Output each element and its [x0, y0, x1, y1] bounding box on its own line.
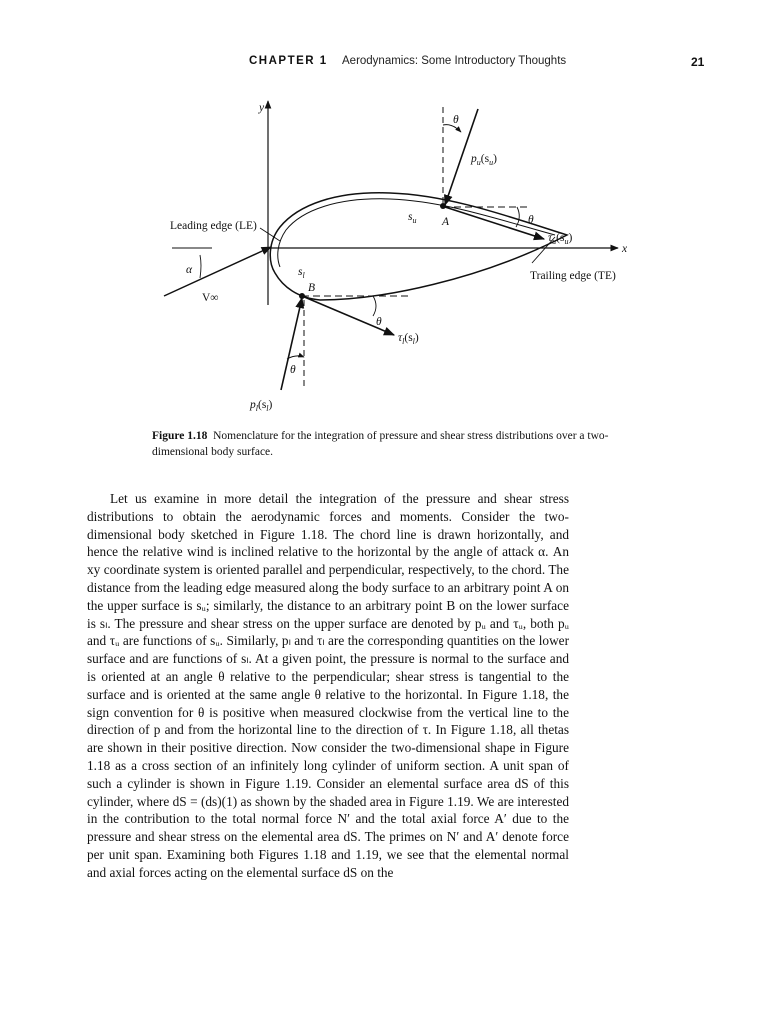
pu-label: $p_u(s_u)$ — [471, 153, 497, 167]
airfoil-diagram — [150, 95, 640, 420]
body-text — [87, 490, 569, 882]
airfoil-upper-inner — [278, 199, 555, 267]
theta-label-b: θ — [290, 364, 296, 376]
alpha-label: α — [186, 264, 193, 276]
leading-edge-label: Leading edge (LE) — [170, 220, 257, 232]
chapter-title: Aerodynamics: Some Introductory Thoughts — [342, 55, 567, 67]
caption-text: Nomenclature for the integration of pressure and shear stress distributions over a two-dimensional body surface. — [152, 430, 609, 458]
y-axis-label: y — [259, 102, 265, 114]
trailing-edge-label: Trailing edge (TE) — [530, 270, 616, 282]
figure-1-18 — [150, 95, 640, 420]
body-paragraph: Let us examine in more detail the integration of the pressure and shear stress distributions to obtain the aerodynamic forces and moments. Consider the two-dimensional body sketched in Figure 1.18. The chord line is drawn horizontally, and hence the relative wind is inclined relative to the horizontal by the angle of attack α. An xy coordinate system is oriented parallel and perpendicular, respectively, to the chord. The distance from the leading edge measured along the body surface to an arbitrary point A on the upper surface is sᵤ; similarly, the distance to an arbitrary point B on the lower surface is sₗ. The pressure and shear stress on the upper surface are denoted by pᵤ and τᵤ, both pᵤ and τᵤ are functions of sᵤ. Similarly, pₗ and τₗ are the corresponding quantities on the lower surface and are functions of sₗ. At a given point, the pressure is normal to the surface and is oriented at an angle θ relative to the perpendicular; shear stress is tangential to the surface and is oriented at the same angle θ relative to the horizontal. In Figure 1.18, the sign convention for θ is positive when measured clockwise from the vertical line to the direction of p and from the horizontal line to the direction of τ. In Figure 1.18, all thetas are shown in their positive direction. Now consider the two-dimensional shape in Figure 1.18 as a cross section of an infinitely long cylinder of uniform section. A unit span of such a cylinder is shown in Figure 1.19. Consider an elemental surface area dS of this cylinder, where dS = (ds)(1) as shown by the shaded area in Figure 1.19. We are interested in the contribution to the total normal force N′ and the total axial force A′ due to the pressure and shear stress on the elemental area dS. The primes on N′ and A′ denote force per unit span. Examining both Figures 1.18 and 1.19, we see that the elemental normal and axial forces acting on the elemental surface dS on the — [87, 491, 569, 880]
theta-arc-b — [287, 356, 304, 359]
sl-label: $s_l$ — [298, 266, 305, 280]
theta-label-b-tau: θ — [376, 316, 382, 328]
x-axis-label: x — [622, 243, 628, 255]
point-a-label: A — [442, 216, 450, 228]
tau-l-label: $\tau_l(s_l)$ — [398, 332, 419, 346]
alpha-arc — [200, 255, 201, 278]
page-number: 21 — [691, 55, 705, 69]
v-infinity-label: V∞ — [202, 292, 219, 304]
su-label: $s_u$ — [408, 211, 417, 225]
chapter-label: CHAPTER 1 — [249, 55, 328, 67]
tau-u-label: $\tau_u(s_u)$ — [548, 232, 573, 246]
running-header — [0, 55, 768, 71]
freestream-arrow — [164, 247, 271, 296]
point-b-label: B — [308, 282, 316, 294]
figure-caption — [152, 428, 637, 460]
point-a-dot — [440, 203, 446, 209]
pl-label: $p_l(s_l)$ — [250, 399, 273, 413]
theta-arc-tau-l — [373, 296, 376, 316]
theta-label-top: θ — [453, 114, 459, 126]
pl-arrow — [281, 298, 302, 390]
point-b-dot — [299, 293, 305, 299]
theta-label-a: θ — [528, 214, 534, 226]
caption-label: Figure 1.18 — [152, 430, 208, 442]
